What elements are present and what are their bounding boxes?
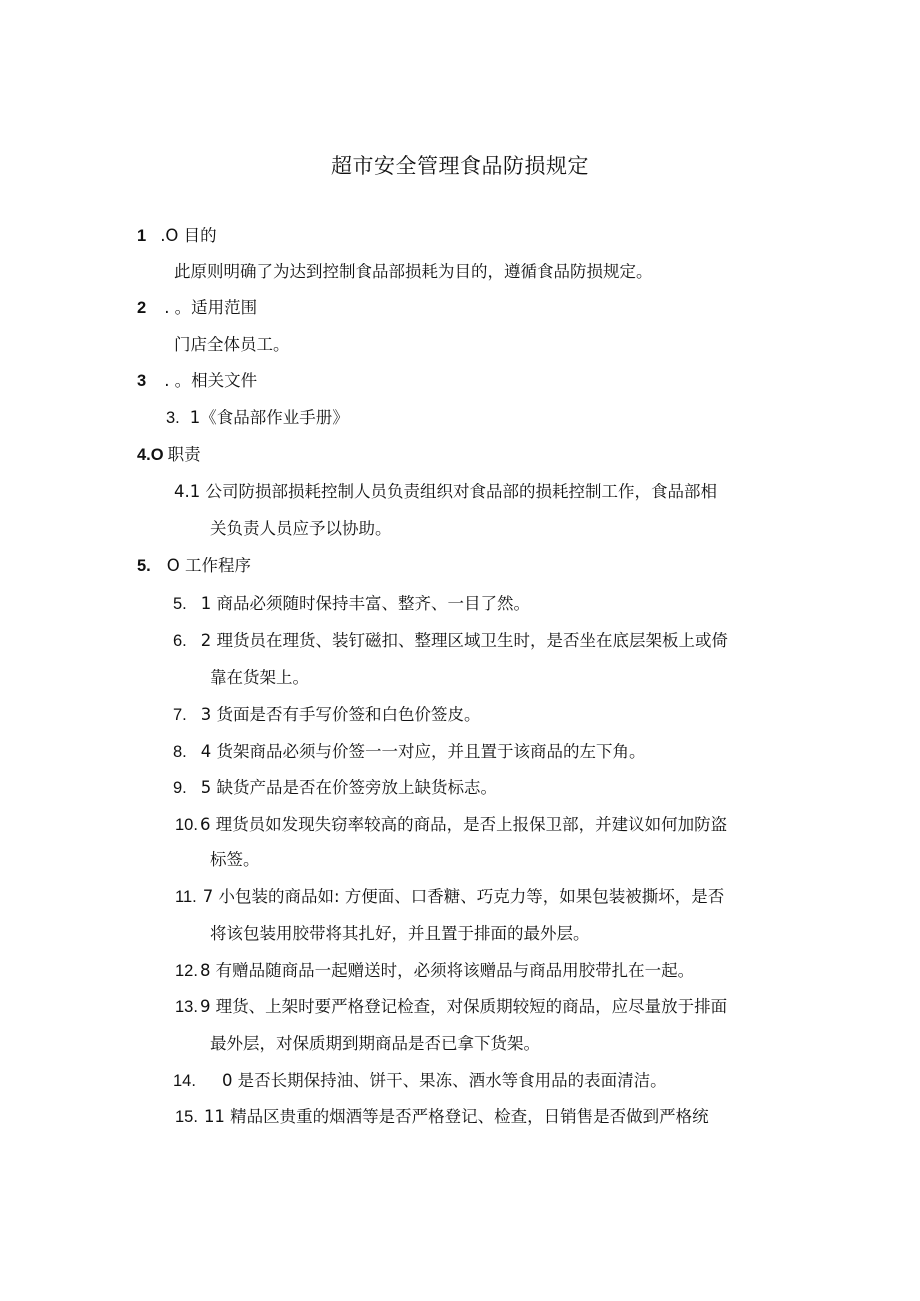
item-text: 1《食品部作业手册》 [189,408,349,427]
section-number: 2 [137,299,147,317]
item-number: 15. [175,1108,198,1126]
item-text: 8 有赠品随商品一起赠送时，必须将该赠品与商品用胶带扎在一起。 [199,961,695,980]
item-text: 4 货架商品必须与价签一一对应，并且置于该商品的左下角。 [200,742,646,761]
section-number: 1 [137,227,147,245]
item-number: 6. [173,632,187,650]
procedure-item [173,631,728,651]
item-text: 0 是否长期保持油、饼干、果冻、酒水等食用品的表面清洁。 [221,1071,667,1090]
section-heading-text: .O 目的 [160,226,217,245]
procedure-item [175,815,727,835]
item-number: 13. [175,998,198,1016]
procedure-item [175,887,724,907]
item-number: 7. [173,706,187,724]
procedure-item [173,1071,667,1091]
section-2-heading [137,298,257,318]
document-title: 超市安全管理食品防损规定 [331,154,589,178]
section-heading-text: O 工作程序 [166,556,251,575]
section-number: 3 [137,372,147,390]
item-text: 7 小包装的商品如: 方便面、口香糖、巧克力等，如果包装被撕坏，是否 [202,887,725,906]
item-number: 11. [175,888,197,906]
section-number: 4.O [137,446,164,464]
item-number: 9. [173,779,187,797]
procedure-item [173,705,481,725]
item-number: 8. [173,743,187,761]
item-text: 9 理货、上架时要严格登记检查，对保质期较短的商品，应尽量放于排面 [199,997,728,1016]
item-number: 5. [173,595,187,613]
section-1-heading [137,226,217,246]
section-heading-text: . 。相关文件 [164,371,258,390]
procedure-item-continuation: 标签。 [210,850,260,869]
section-3-item [166,408,349,428]
procedure-item [173,778,497,798]
procedure-item-continuation: 将该包装用胶带将其扎好，并且置于排面的最外层。 [210,924,590,943]
section-3-heading [137,371,257,391]
item-text: 11 精品区贵重的烟酒等是否严格登记、检查，日销售是否做到严格统 [203,1107,709,1126]
item-number: 14. [173,1072,196,1090]
item-text: 2 理货员在理货、装钉磁扣、整理区域卫生时，是否坐在底层架板上或倚 [200,631,729,650]
section-heading-text: . 。适用范围 [164,298,258,317]
section-5-heading [137,556,251,576]
procedure-item-continuation: 最外层，对保质期到期商品是否已拿下货架。 [210,1034,540,1053]
item-text: 3 货面是否有手写价签和白色价签皮。 [200,705,481,724]
procedure-item [173,742,646,762]
item-text: 6 理货员如发现失窃率较高的商品，是否上报保卫部，并建议如何加防盗 [199,815,728,834]
section-1-body: 此原则明确了为达到控制食品部损耗为目的，遵循食品防损规定。 [174,262,653,281]
procedure-item [175,997,727,1017]
section-heading-text: 职责 [167,445,201,464]
procedure-item [173,594,530,614]
procedure-item [175,1107,709,1127]
section-4-item-line-1: 4.1 公司防损部损耗控制人员负责组织对食品部的损耗控制工作，食品部相 [174,482,717,501]
procedure-item-continuation: 靠在货架上。 [210,668,309,687]
item-text: 5 缺货产品是否在价签旁放上缺货标志。 [200,778,498,797]
section-4-heading [137,445,201,465]
procedure-item [175,961,694,981]
section-4-item-line-2: 关负责人员应予以协助。 [210,519,392,538]
item-number: 3. [166,409,180,427]
item-number: 12. [175,962,198,980]
item-number: 10. [175,816,198,834]
section-2-body: 门店全体员工。 [174,335,290,354]
item-text: 1 商品必须随时保持丰富、整齐、一目了然。 [200,594,531,613]
section-number: 5. [137,557,151,575]
